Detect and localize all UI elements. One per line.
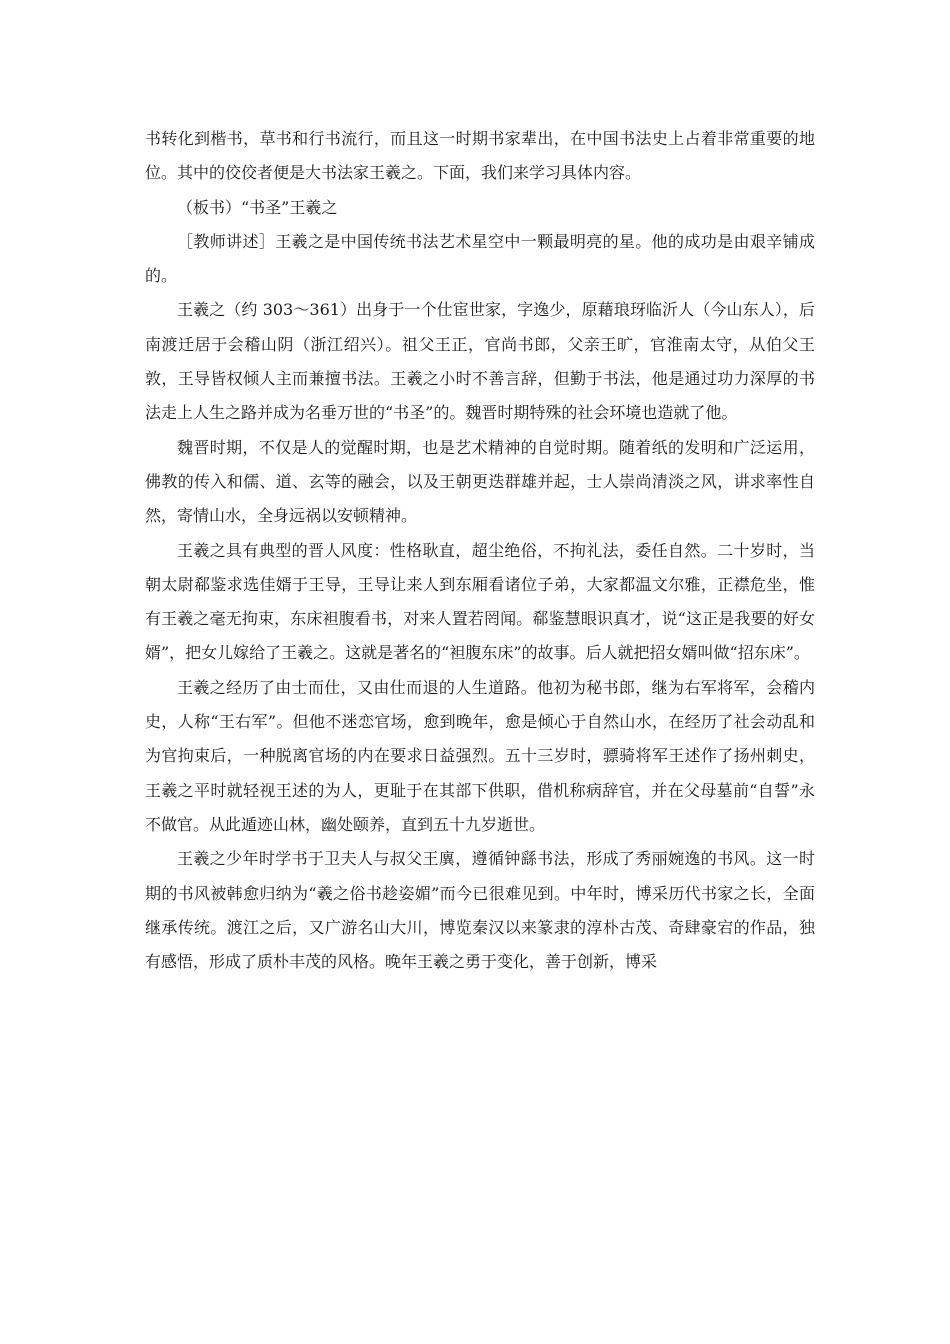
- document-body: [145, 122, 815, 979]
- paragraph-wei-jin-era: 魏晋时期，不仅是人的觉醒时期，也是艺术精神的自觉时期。随着纸的发明和广泛运用，佛教的传入和儒、道、玄等的融会，以及王朝更迭群雄并起，士人崇尚清淡之风，讲求率性自然，寄情山水，全身远祸以安顿精神。: [145, 437, 815, 526]
- paragraph-career: 王羲之经历了由士而仕，又由仕而退的人生道路。他初为秘书郎，继为右军将军，会稽内史，人称“王右军”。但他不迷恋官场，愈到晚年，愈是倾心于自然山水，在经历了社会动乱和为官拘束后，一种脱离官场的内在要求日益强烈。五十三岁时，骠骑将军王述作了扬州刺史，王羲之平时就轻视王述的为人，更耻于在其部下供职，借机称病辞官，并在父母墓前“自誓”永不做官。从此遁迹山林，幽处颐养，直到五十九岁逝世。: [145, 677, 815, 834]
- board-heading: （板书）“书圣”王羲之: [177, 197, 338, 217]
- paragraph-character: 王羲之具有典型的晋人风度：性格耿直，超尘绝俗，不拘礼法，委任自然。二十岁时，当朝太尉郗鉴求选佳婿于王导，王导让来人到东厢看诸位子弟，大家都温文尔雅，正襟危坐，惟有王羲之毫无拘束，东床袒腹看书，对来人置若罔闻。郗鉴慧眼识真才，说“这正是我要的好女婿”，把女儿嫁给了王羲之。这就是著名的“袒腹东床”的故事。后人就把招女婿叫做“招东床”。: [145, 540, 815, 663]
- paragraph-continuation: 书转化到楷书，草书和行书流行，而且这一时期书家辈出，在中国书法史上占着非常重要的地位。其中的佼佼者便是大书法家王羲之。下面，我们来学习具体内容。: [145, 129, 815, 183]
- paragraph-teacher-lecture: ［教师讲述］王羲之是中国传统书法艺术星空中一颗最明亮的星。他的成功是由艰辛铺成的。: [145, 231, 815, 286]
- paragraph-biography: 王羲之（约 303～361）出身于一个仕宦世家，字逸少，原藉琅玡临沂人（今山东人），后南渡迁居于会稽山阴（浙江绍兴）。祖父王正，官尚书郎，父亲王旷，官淮南太守，从伯父王敦，王导皆权倾人主而兼擅书法。王羲之小时不善言辞，但勤于书法，他是通过功力深厚的书法走上人生之路并成为名垂万世的“书圣”的。魏晋时期特殊的社会环境也造就了他。: [145, 300, 815, 423]
- paragraph-calligraphy-study: 王羲之少年时学书于卫夫人与叔父王廙，遵循钟繇书法，形成了秀丽婉逸的书风。这一时期的书风被韩愈归纳为“羲之俗书趁姿媚”而今已很难见到。中年时，博采历代书家之长，全面继承传统。渡江之后，又广游名山大川，博览秦汉以来篆隶的淳朴古茂、奇肆豪宕的作品，独有感悟，形成了质朴丰茂的风格。晚年王羲之勇于变化，善于创新，博采: [145, 849, 815, 972]
